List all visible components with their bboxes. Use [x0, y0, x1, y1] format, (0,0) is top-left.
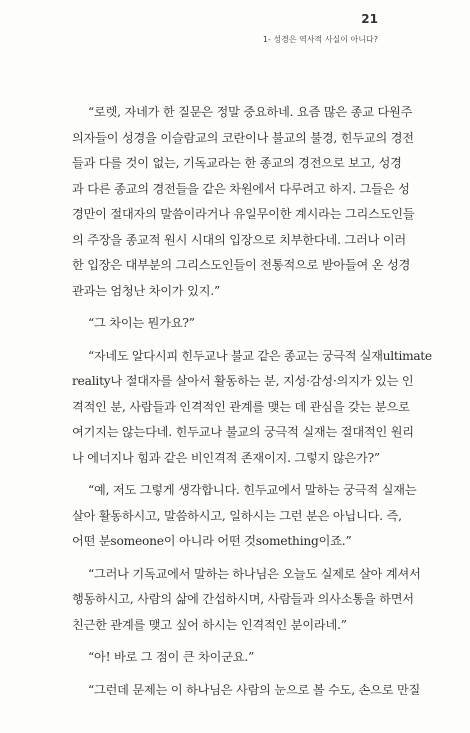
paragraph: [72, 311, 432, 337]
text-line: 의 주장을 종교적 원시 시대의 입장으로 치부한다네. 그러나 이러: [72, 232, 406, 247]
text-line: “아! 바로 그 점이 큰 차이군요.”: [88, 650, 255, 664]
text-line: 들과 다를 것이 없는, 기독교라는 한 종교의 경전으로 보고, 성경: [72, 156, 402, 170]
text-line: “그 차이는 뭔가요?”: [88, 316, 195, 330]
paragraph: [72, 562, 432, 639]
running-head: 1- 성경은 역사적 사실이 아니다?: [262, 35, 378, 44]
paragraph: [72, 478, 432, 555]
text-line: 과 다른 종교의 경전들을 같은 차원에서 다루려고 하지. 그들은 성: [72, 181, 410, 196]
text-line: 어떤 분someone이 아니라 어떤 것something이죠.”: [72, 534, 352, 548]
paragraph: [72, 645, 432, 671]
text-line: 한 입장은 대부분의 그리스도인들이 전통적으로 받아들여 온 성경: [72, 258, 411, 272]
page-number: 21: [361, 12, 378, 26]
text-line: 격적인 분, 사람들과 인격적인 관계를 맺는 데 관심을 갖는 분으로: [72, 399, 410, 414]
paragraph: [72, 100, 432, 304]
text-line: 살아 활동하시고, 말씀하시고, 일하시는 그런 분은 아닙니다. 즉,: [72, 508, 402, 523]
paragraph: [72, 344, 432, 472]
text-line: 여기지는 않는다네. 힌두교나 불교의 궁극적 실재는 절대적인 원리: [72, 425, 414, 439]
text-line: “로렛, 자네가 한 질문은 정말 중요하네. 요즘 많은 종교 다원주: [88, 105, 413, 119]
paragraph: [72, 678, 432, 704]
text-line: 행동하시고, 사람의 삶에 간섭하시며, 사람들과 의사소통을 하면서: [72, 592, 414, 606]
text-line: 나 에너지나 힘과 같은 비인격적 존재이지. 그렇지 않은가?”: [72, 450, 380, 465]
text-line: 관과는 엄청난 차이가 있지.”: [72, 283, 221, 298]
text-line: “그런데 문제는 이 하나님은 사람의 눈으로 볼 수도, 손으로 만질: [88, 682, 421, 697]
text-line: “예, 저도 그렇게 생각합니다. 힌두교에서 말하는 궁극적 실재는: [88, 483, 417, 497]
text-line: reality나 절대자를 살아서 활동하는 분, 지성·감성·의지가 있는 인: [72, 374, 414, 388]
text-line: 경만이 절대자의 말씀이라거나 유일무이한 계시라는 그리스도인들: [72, 207, 415, 221]
text-line: “그러나 기독교에서 말하는 하나님은 오늘도 실제로 살아 계셔서: [88, 566, 421, 581]
body-text: [72, 100, 432, 710]
text-line: 의자들이 성경을 이슬람교의 코란이나 불교의 불경, 힌두교의 경전: [72, 130, 414, 145]
text-line: “자네도 알다시피 힌두교나 불교 같은 종교는 궁극적 실재ultimate: [88, 348, 432, 363]
text-line: 친근한 관계를 맺고 싶어 하시는 인격적인 분이라네.”: [72, 617, 347, 632]
